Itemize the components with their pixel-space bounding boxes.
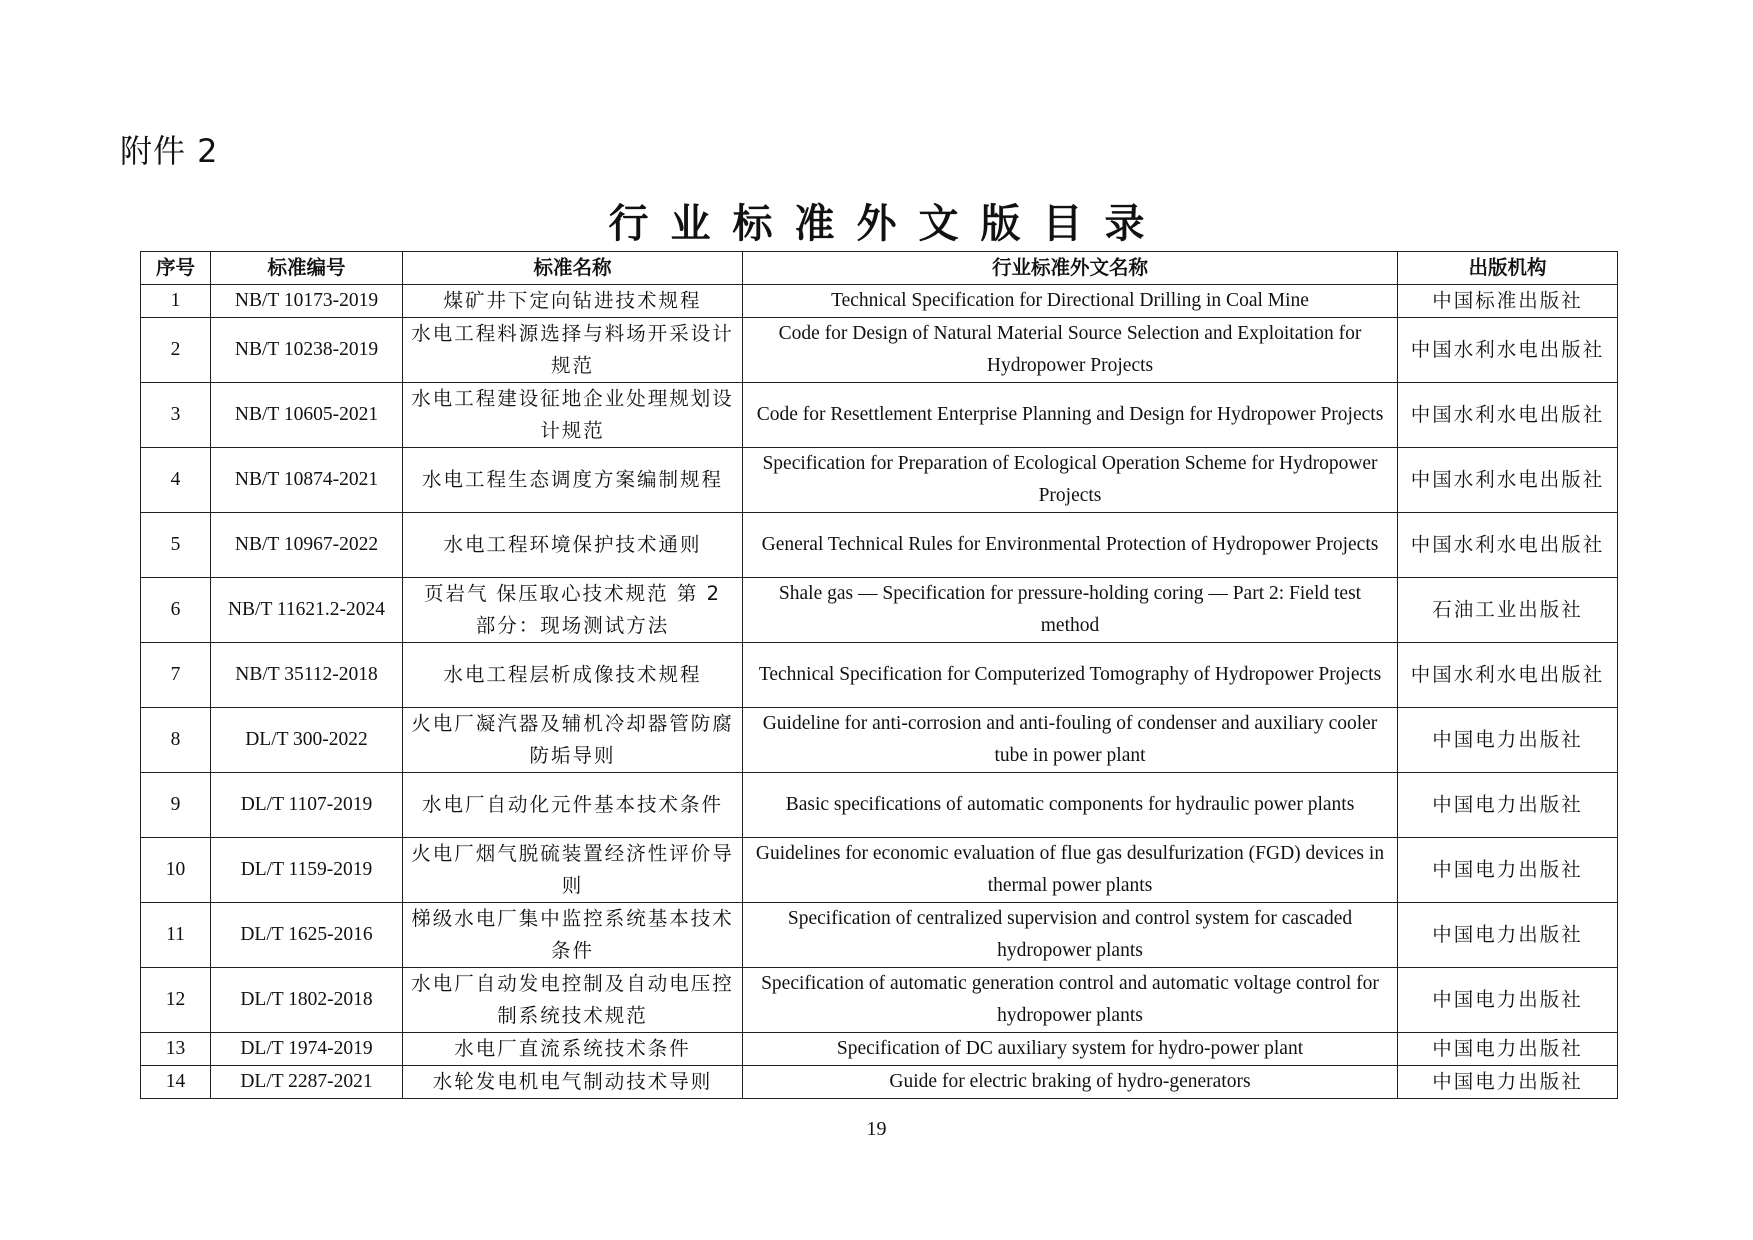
standard-code: NB/T 10173-2019: [211, 285, 403, 318]
standard-code: NB/T 10605-2021: [211, 383, 403, 448]
standard-name-en: Guideline for anti-corrosion and anti-fouling of condenser and auxiliary cooler tube in power plant: [743, 708, 1398, 773]
standard-name-cn: 水电厂自动化元件基本技术条件: [403, 773, 743, 838]
table-row: [141, 1066, 1618, 1099]
standard-code: NB/T 10874-2021: [211, 448, 403, 513]
column-header-name-en: 行业标准外文名称: [743, 252, 1398, 285]
publisher: 中国电力出版社: [1398, 708, 1618, 773]
standard-name-en: Guide for electric braking of hydro-generators: [743, 1066, 1398, 1099]
row-index: 10: [141, 838, 211, 903]
table-row: [141, 318, 1618, 383]
standard-name-en: Specification of centralized supervision and control system for cascaded hydropower plants: [743, 903, 1398, 968]
row-index: 13: [141, 1033, 211, 1066]
standard-name-cn: 梯级水电厂集中监控系统基本技术条件: [403, 903, 743, 968]
publisher: 中国水利水电出版社: [1398, 448, 1618, 513]
standard-name-cn: 页岩气 保压取心技术规范 第 2 部分：现场测试方法: [403, 578, 743, 643]
standard-name-cn: 水电厂自动发电控制及自动电压控制系统技术规范: [403, 968, 743, 1033]
page-title: 行业标准外文版目录: [608, 201, 1167, 247]
standard-code: DL/T 1974-2019: [211, 1033, 403, 1066]
standard-code: DL/T 2287-2021: [211, 1066, 403, 1099]
table-row: [141, 1033, 1618, 1066]
standard-name-cn: 水电工程环境保护技术通则: [403, 513, 743, 578]
publisher: 中国水利水电出版社: [1398, 643, 1618, 708]
standard-name-cn: 水电工程生态调度方案编制规程: [403, 448, 743, 513]
table-row: [141, 968, 1618, 1033]
table-row: [141, 773, 1618, 838]
standard-name-cn: 水电厂直流系统技术条件: [403, 1033, 743, 1066]
standard-code: DL/T 1802-2018: [211, 968, 403, 1033]
standard-name-cn: 水电工程料源选择与料场开采设计规范: [403, 318, 743, 383]
row-index: 1: [141, 285, 211, 318]
standard-name-en: Technical Specification for Computerized Tomography of Hydropower Projects: [743, 643, 1398, 708]
standard-code: NB/T 35112-2018: [211, 643, 403, 708]
row-index: 2: [141, 318, 211, 383]
standard-name-en: Guidelines for economic evaluation of flue gas desulfurization (FGD) devices in thermal power plants: [743, 838, 1398, 903]
standard-code: NB/T 11621.2-2024: [211, 578, 403, 643]
standard-name-cn: 煤矿井下定向钻进技术规程: [403, 285, 743, 318]
publisher: 中国电力出版社: [1398, 968, 1618, 1033]
standards-table: [140, 251, 1618, 1099]
table-header-row: [141, 252, 1618, 285]
publisher: 石油工业出版社: [1398, 578, 1618, 643]
standard-name-en: Code for Design of Natural Material Source Selection and Exploitation for Hydropower Projects: [743, 318, 1398, 383]
row-index: 4: [141, 448, 211, 513]
table-row: [141, 643, 1618, 708]
standard-code: DL/T 300-2022: [211, 708, 403, 773]
standard-name-cn: 水电工程建设征地企业处理规划设计规范: [403, 383, 743, 448]
standard-code: DL/T 1107-2019: [211, 773, 403, 838]
standard-name-en: Specification of DC auxiliary system for hydro-power plant: [743, 1033, 1398, 1066]
standard-code: DL/T 1159-2019: [211, 838, 403, 903]
column-header-code: 标准编号: [211, 252, 403, 285]
publisher: 中国标准出版社: [1398, 285, 1618, 318]
standard-name-en: Shale gas — Specification for pressure-holding coring — Part 2: Field test method: [743, 578, 1398, 643]
publisher: 中国水利水电出版社: [1398, 318, 1618, 383]
publisher: 中国电力出版社: [1398, 1033, 1618, 1066]
row-index: 12: [141, 968, 211, 1033]
row-index: 8: [141, 708, 211, 773]
standard-name-cn: 火电厂烟气脱硫装置经济性评价导则: [403, 838, 743, 903]
standard-name-en: General Technical Rules for Environmental Protection of Hydropower Projects: [743, 513, 1398, 578]
standard-code: NB/T 10967-2022: [211, 513, 403, 578]
row-index: 11: [141, 903, 211, 968]
table-row: [141, 838, 1618, 903]
column-header-publisher: 出版机构: [1398, 252, 1618, 285]
row-index: 9: [141, 773, 211, 838]
attachment-label: 附件 2: [120, 132, 219, 170]
column-header-index: 序号: [141, 252, 211, 285]
standard-name-cn: 火电厂凝汽器及辅机冷却器管防腐防垢导则: [403, 708, 743, 773]
standard-name-en: Code for Resettlement Enterprise Planning and Design for Hydropower Projects: [743, 383, 1398, 448]
row-index: 7: [141, 643, 211, 708]
table-row: [141, 513, 1618, 578]
column-header-name-cn: 标准名称: [403, 252, 743, 285]
publisher: 中国水利水电出版社: [1398, 383, 1618, 448]
standard-code: NB/T 10238-2019: [211, 318, 403, 383]
row-index: 14: [141, 1066, 211, 1099]
standard-code: DL/T 1625-2016: [211, 903, 403, 968]
row-index: 3: [141, 383, 211, 448]
standard-name-en: Specification for Preparation of Ecological Operation Scheme for Hydropower Projects: [743, 448, 1398, 513]
row-index: 6: [141, 578, 211, 643]
publisher: 中国电力出版社: [1398, 1066, 1618, 1099]
row-index: 5: [141, 513, 211, 578]
publisher: 中国水利水电出版社: [1398, 513, 1618, 578]
standard-name-en: Basic specifications of automatic components for hydraulic power plants: [743, 773, 1398, 838]
standard-name-cn: 水轮发电机电气制动技术导则: [403, 1066, 743, 1099]
standard-name-en: Specification of automatic generation control and automatic voltage control for hydropower plants: [743, 968, 1398, 1033]
publisher: 中国电力出版社: [1398, 903, 1618, 968]
standard-name-cn: 水电工程层析成像技术规程: [403, 643, 743, 708]
table-row: [141, 383, 1618, 448]
standard-name-en: Technical Specification for Directional Drilling in Coal Mine: [743, 285, 1398, 318]
table-row: [141, 578, 1618, 643]
table-row: [141, 448, 1618, 513]
table-row: [141, 903, 1618, 968]
table-row: [141, 708, 1618, 773]
publisher: 中国电力出版社: [1398, 838, 1618, 903]
table-row: [141, 285, 1618, 318]
page-number: 19: [866, 1118, 887, 1140]
publisher: 中国电力出版社: [1398, 773, 1618, 838]
